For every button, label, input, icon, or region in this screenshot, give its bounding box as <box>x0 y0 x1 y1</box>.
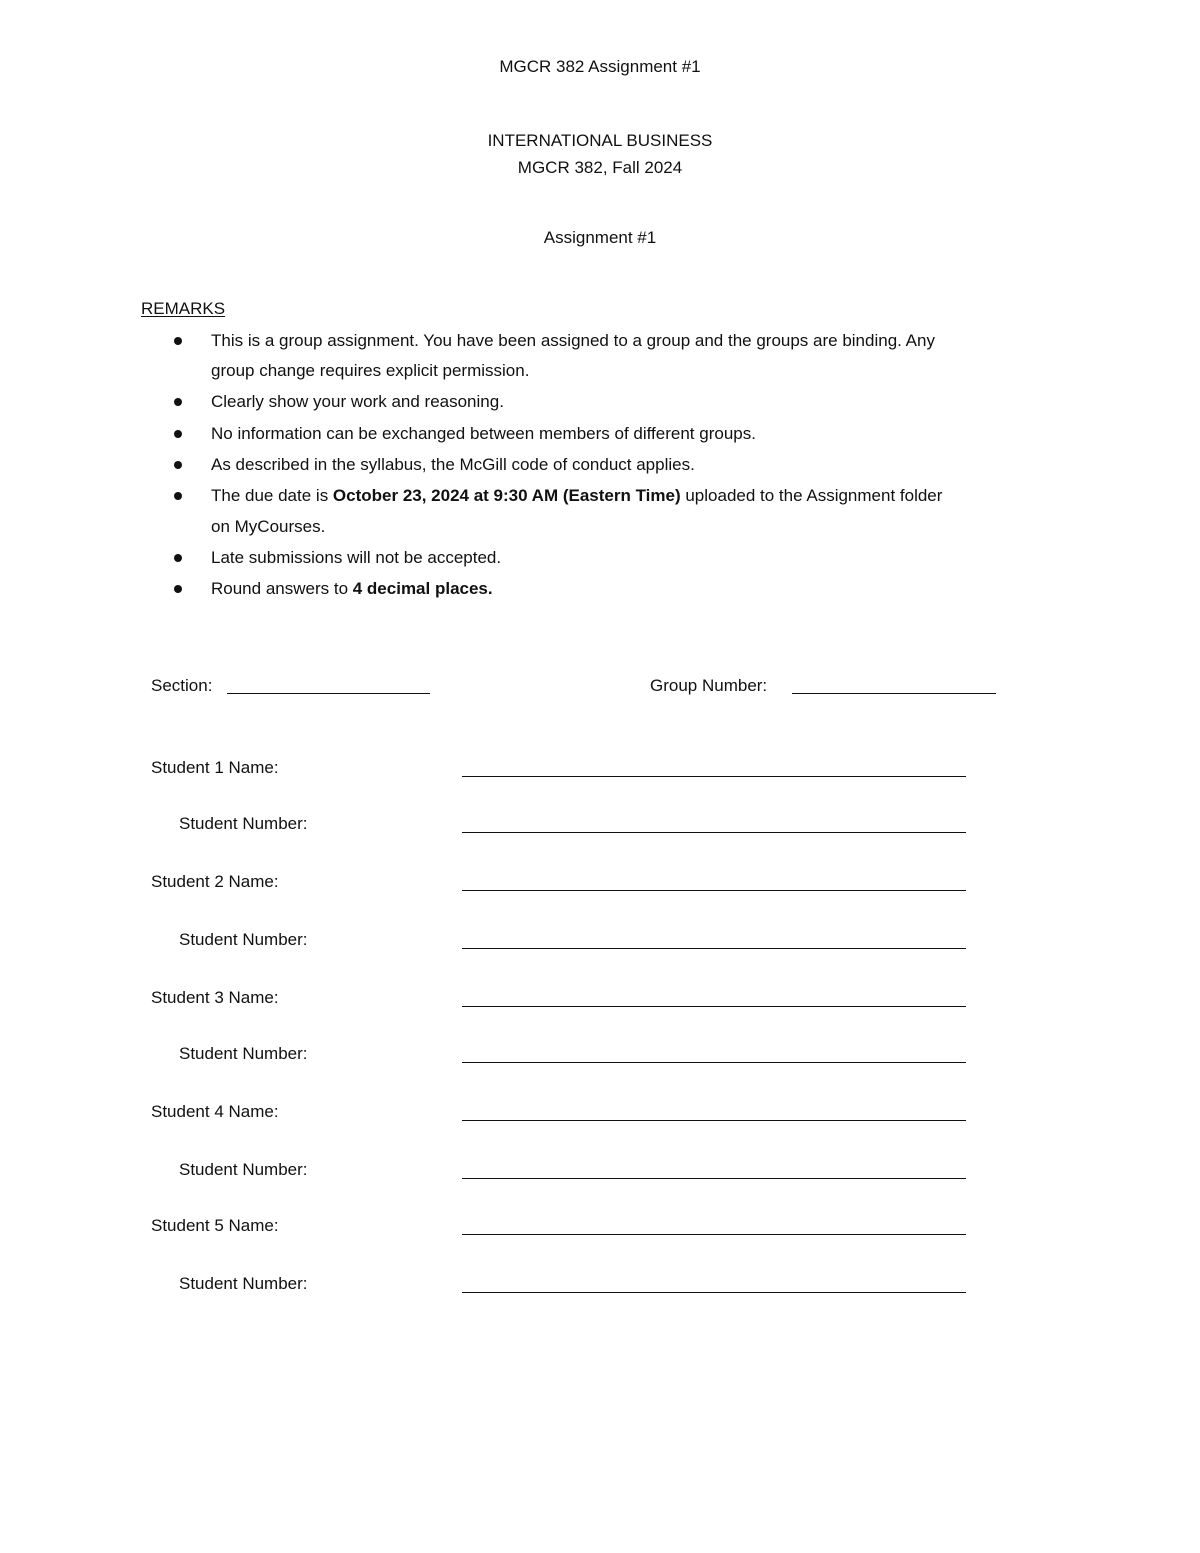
student-3-number-label: Student Number: <box>179 1044 308 1063</box>
student-3-name-field[interactable] <box>462 1006 966 1007</box>
student-2-number-field[interactable] <box>462 948 966 949</box>
bullet-icon <box>174 398 182 406</box>
student-1-number-field[interactable] <box>462 832 966 833</box>
group-number-field[interactable] <box>792 693 996 694</box>
bullet-icon <box>174 461 182 469</box>
student-5-number-field[interactable] <box>462 1292 966 1293</box>
student-5-name-label: Student 5 Name: <box>151 1216 279 1235</box>
remark-item-2: Clearly show your work and reasoning. <box>211 392 504 411</box>
student-1-name-field[interactable] <box>462 776 966 777</box>
due-date-prefix: The due date is <box>211 486 333 505</box>
student-5-name-field[interactable] <box>462 1234 966 1235</box>
student-1-name-label: Student 1 Name: <box>151 758 279 777</box>
due-date-value: October 23, 2024 at 9:30 AM (Eastern Time) <box>332 486 681 505</box>
student-4-number-field[interactable] <box>462 1178 966 1179</box>
section-field[interactable] <box>227 693 430 694</box>
bullet-icon <box>174 337 182 345</box>
running-title: MGCR 382 Assignment #1 <box>499 57 701 76</box>
student-2-name-field[interactable] <box>462 890 966 891</box>
assignment-title: Assignment #1 <box>543 228 657 247</box>
student-4-name-label: Student 4 Name: <box>151 1102 279 1121</box>
remark-item-3: No information can be exchanged between members of different groups. <box>211 424 756 443</box>
remark-item-6: Late submissions will not be accepted. <box>211 548 502 567</box>
student-3-number-field[interactable] <box>462 1062 966 1063</box>
section-label: Section: <box>151 676 213 695</box>
student-4-number-label: Student Number: <box>179 1160 308 1179</box>
due-date-suffix: uploaded to the Assignment folder <box>680 486 943 505</box>
bullet-icon <box>174 492 182 500</box>
course-term: MGCR 382, Fall 2024 <box>517 158 683 177</box>
bullet-icon <box>174 430 182 438</box>
bullet-icon <box>174 585 182 593</box>
student-3-name-label: Student 3 Name: <box>151 988 279 1007</box>
remark-item-7 <box>211 578 493 600</box>
rounding-value: 4 decimal places. <box>352 579 493 598</box>
student-2-number-label: Student Number: <box>179 930 308 949</box>
remark-item-1-line-2: group change requires explicit permission. <box>211 361 530 380</box>
student-4-name-field[interactable] <box>462 1120 966 1121</box>
bullet-icon <box>174 554 182 562</box>
rounding-prefix: Round answers to <box>211 579 353 598</box>
student-2-name-label: Student 2 Name: <box>151 872 279 891</box>
group-number-label: Group Number: <box>650 676 768 695</box>
course-title: INTERNATIONAL BUSINESS <box>487 131 713 150</box>
remarks-heading: REMARKS <box>141 299 226 318</box>
remark-item-1-line-1: This is a group assignment. You have been assigned to a group and the groups are binding. Any <box>211 331 935 350</box>
student-5-number-label: Student Number: <box>179 1274 308 1293</box>
remark-item-5-line-1 <box>211 485 942 507</box>
remark-item-5-line-2: on MyCourses. <box>211 517 326 536</box>
remark-item-4: As described in the syllabus, the McGill code of conduct applies. <box>211 455 695 474</box>
student-1-number-label: Student Number: <box>179 814 308 833</box>
